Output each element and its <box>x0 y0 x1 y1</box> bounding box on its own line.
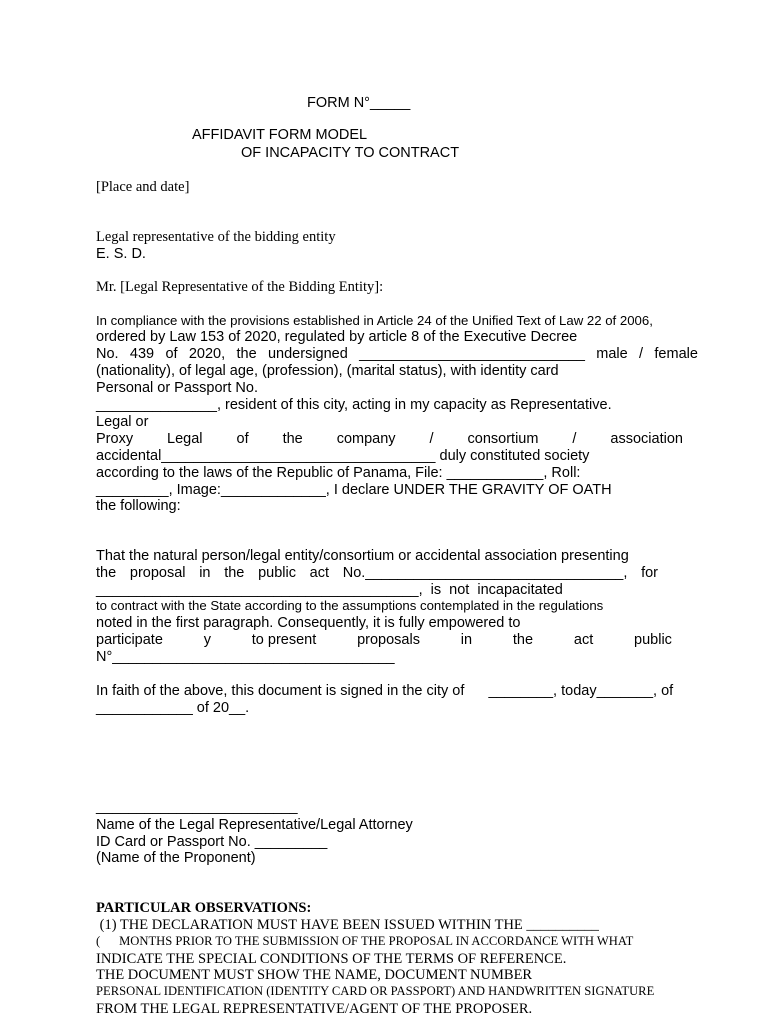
form-title-line1: AFFIDAVIT FORM MODEL <box>192 127 368 143</box>
form-number: FORM N°_____ <box>307 95 411 111</box>
faith-line: In faith of the above, this document is signed in the city of ________, today_______, of <box>96 683 674 699</box>
para2-justified-line: the proposal in the public act No.________________________________, for <box>96 565 658 581</box>
addressee-esd: E. S. D. <box>96 246 146 262</box>
place-and-date: [Place and date] <box>96 179 190 195</box>
observation-line: THE DOCUMENT MUST SHOW THE NAME, DOCUMENT NUMBER <box>96 967 533 983</box>
id-card-label: ID Card or Passport No. _________ <box>96 834 328 850</box>
para1-line: the following: <box>96 498 181 514</box>
para2-line: noted in the first paragraph. Consequently, it is fully empowered to <box>96 615 521 631</box>
para1-line: accidental__________________________________ duly constituted society <box>96 448 590 464</box>
form-title-line2: OF INCAPACITY TO CONTRACT <box>241 145 460 161</box>
observation-line: FROM THE LEGAL REPRESENTATIVE/AGENT OF THE PROPOSER. <box>96 1001 533 1017</box>
salutation: Mr. [Legal Representative of the Bidding Entity]: <box>96 279 384 295</box>
para2-justified-line: participate y to present proposals in the act public <box>96 632 672 648</box>
para2-line: That the natural person/legal entity/consortium or accidental association presenting <box>96 548 629 564</box>
signature-line: _________________________ <box>96 799 298 815</box>
para1-line: _________, Image:_____________, I declare UNDER THE GRAVITY OF OATH <box>96 482 612 498</box>
para1-line: Personal or Passport No. <box>96 380 258 396</box>
proponent-name-label: (Name of the Proponent) <box>96 850 256 866</box>
para1-line: Legal or <box>96 414 149 430</box>
para1-justified-line: Proxy Legal of the company / consortium / association <box>96 431 683 447</box>
para1-line: In compliance with the provisions established in Article 24 of the Unified Text of Law 22 of 2006, <box>96 313 653 328</box>
faith-line: ____________ of 20__. <box>96 700 250 716</box>
observation-line: PERSONAL IDENTIFICATION (IDENTITY CARD OR PASSPORT) AND HANDWRITTEN SIGNATURE <box>96 984 655 998</box>
para1-line: according to the laws of the Republic of Panama, File: ____________, Roll: <box>96 465 581 481</box>
para1-line: _______________, resident of this city, acting in my capacity as Representative. <box>96 397 612 413</box>
para1-line: (nationality), of legal age, (profession), (marital status), with identity card <box>96 363 559 379</box>
para1-line: ordered by Law 153 of 2020, regulated by article 8 of the Executive Decree <box>96 329 578 345</box>
observation-line: ( MONTHS PRIOR TO THE SUBMISSION OF THE PROPOSAL IN ACCORDANCE WITH WHAT <box>96 934 634 948</box>
para2-line: ________________________________________, is not incapacitated <box>96 582 563 598</box>
para2-line: to contract with the State according to the assumptions contemplated in the regulations <box>96 598 604 613</box>
observation-line: (1) THE DECLARATION MUST HAVE BEEN ISSUED WITHIN THE __________ <box>96 917 599 933</box>
addressee-line: Legal representative of the bidding entity <box>96 229 336 245</box>
observation-line: INDICATE THE SPECIAL CONDITIONS OF THE TERMS OF REFERENCE. <box>96 951 567 967</box>
para1-justified-line: No. 439 of 2020, the undersigned ____________________________ male / female <box>96 346 698 362</box>
signatory-name-label: Name of the Legal Representative/Legal Attorney <box>96 817 413 833</box>
observations-heading: PARTICULAR OBSERVATIONS: <box>96 900 312 916</box>
para2-line: N°___________________________________ <box>96 649 395 665</box>
